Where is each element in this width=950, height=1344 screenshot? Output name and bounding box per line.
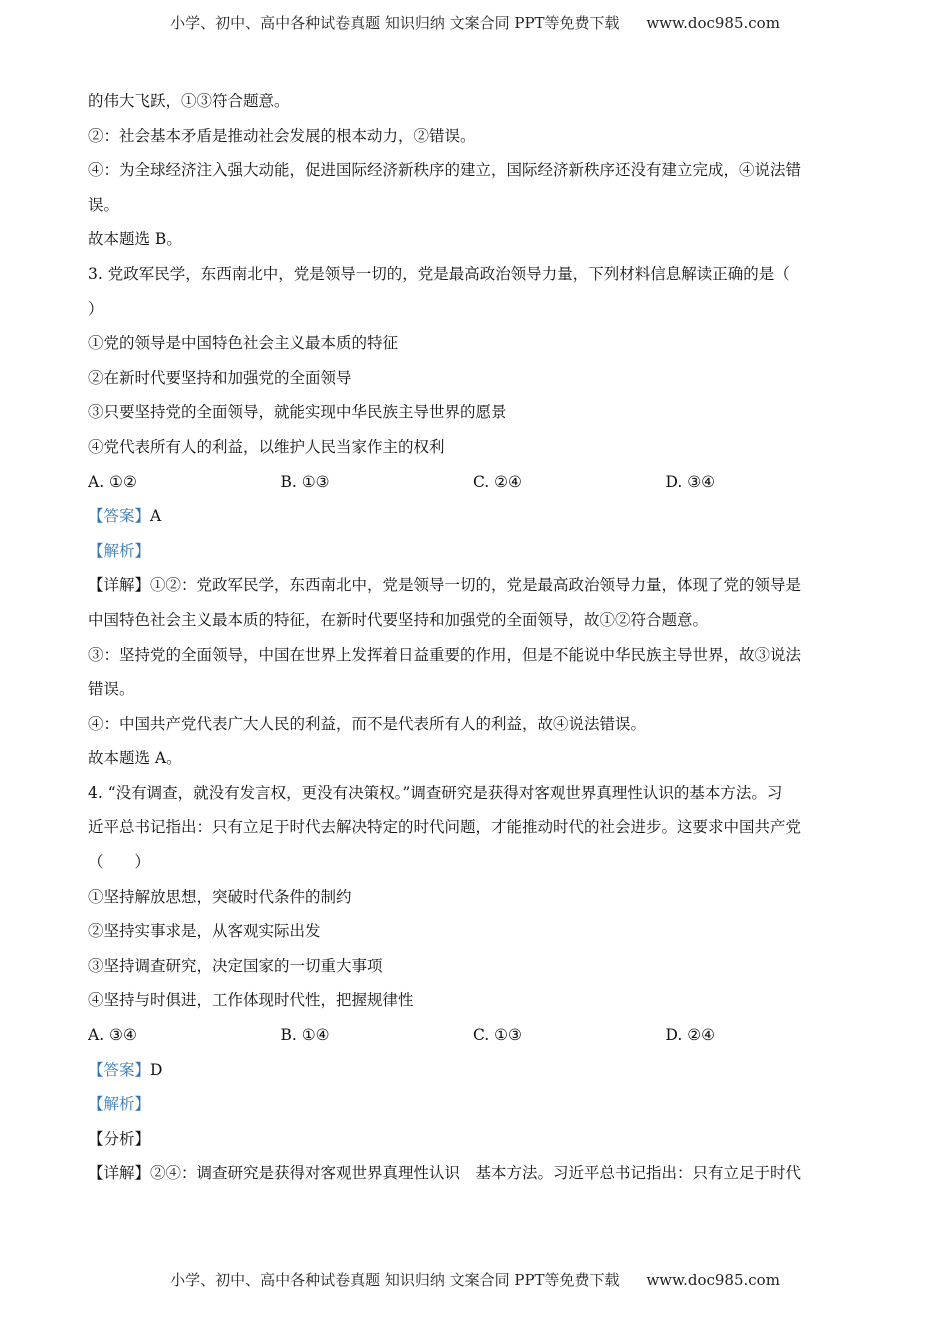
header-url-link[interactable]: www.doc985.com [646, 14, 780, 32]
answer-tag: 【答案】 [88, 1060, 151, 1079]
text-line: 故本题选 B。 [88, 230, 182, 249]
analysis-tag: 【解析】 [88, 1095, 151, 1114]
question-3-stem: 3. 党政军民学，东西南北中，党是领导一切的，党是最高政治领导力量，下列材料信息解读正确的是（ [88, 264, 790, 283]
detail-tag: 【详解】 [88, 1164, 151, 1183]
page-footer [0, 1269, 950, 1290]
question-3-answer [88, 499, 858, 534]
question-3-item: ③只要坚持党的全面领导，就能实现中华民族主导世界的愿景 [88, 403, 507, 422]
question-4-stem: 近平总书记指出：只有立足于时代去解决特定的时代问题，才能推动时代的社会进步。这要求中国共产党 [88, 818, 802, 837]
question-3-conclusion: 故本题选 A。 [88, 749, 182, 768]
detail-text: ①②：党政军民学，东西南北中，党是领导一切的，党是最高政治领导力量，体现了党的领导是 [150, 576, 802, 595]
text-line: ②：社会基本矛盾是推动社会发展的根本动力，②错误。 [88, 126, 476, 145]
text-line: 误。 [88, 195, 120, 214]
question-3-item: ②在新时代要坚持和加强党的全面领导 [88, 368, 352, 387]
question-4-stem: 4. “没有调查，就没有发言权，更没有决策权。”调查研究是获得对客观世界真理性认识的基本方法。习 [88, 783, 783, 802]
header-text: 小学、初中、高中各种试卷真题 知识归纳 文案合同 PPT等免费下载 [170, 14, 620, 32]
question-4-item: ④坚持与时俱进，工作体现时代性，把握规律性 [88, 991, 414, 1010]
question-4-fenxi: 【分析】 [88, 1129, 151, 1148]
option-d: D. ②④ [665, 1026, 716, 1045]
footer-text: 小学、初中、高中各种试卷真题 知识归纳 文案合同 PPT等免费下载 [170, 1271, 620, 1289]
text-line: 的伟大飞跃，①③符合题意。 [88, 92, 290, 110]
question-4-analysis [88, 1087, 858, 1122]
question-4-item: ③坚持调查研究，决定国家的一切重大事项 [88, 956, 383, 975]
option-c: C. ①③ [473, 1026, 522, 1045]
detail-text: ②④：调查研究是获得对客观世界真理性认识 基本方法。习近平总书记指出：只有立足于时代 [150, 1164, 802, 1183]
option-b: B. ①③ [280, 472, 330, 491]
question-4-answer [88, 1053, 858, 1088]
question-3-options [88, 465, 858, 500]
analysis-tag: 【解析】 [88, 541, 151, 560]
question-4-detail [88, 1156, 858, 1191]
option-c: C. ②④ [473, 472, 522, 491]
answer-value: A [150, 507, 162, 526]
page-header [0, 12, 950, 33]
text-line: 中国特色社会主义最本质的特征，在新时代要坚持和加强党的全面领导，故①②符合题意。 [88, 610, 709, 629]
question-3-detail [88, 568, 858, 603]
text-line: ③：坚持党的全面领导，中国在世界上发挥着日益重要的作用，但是不能说中华民族主导世界，故③说法 [88, 645, 802, 664]
question-3-item: ④党代表所有人的利益，以维护人民当家作主的权利 [88, 437, 445, 456]
question-4-item: ②坚持实事求是，从客观实际出发 [88, 922, 321, 941]
option-a: A. ①② [88, 472, 137, 491]
text-line: ④：为全球经济注入强大动能，促进国际经济新秩序的建立，国际经济新秩序还没有建立完成，④说法错 [88, 161, 802, 180]
document-body [88, 84, 858, 1191]
detail-tag: 【详解】 [88, 576, 151, 595]
option-b: B. ①④ [280, 1026, 330, 1045]
question-3-stem-end: ） [88, 299, 104, 318]
answer-tag: 【答案】 [88, 507, 151, 526]
question-3-item: ①党的领导是中国特色社会主义最本质的特征 [88, 334, 399, 353]
question-4-options [88, 1018, 858, 1053]
answer-value: D [150, 1060, 163, 1079]
text-line: 错误。 [88, 680, 135, 699]
question-4-stem-end: （ ） [88, 853, 151, 872]
option-a: A. ③④ [88, 1026, 137, 1045]
option-d: D. ③④ [665, 472, 716, 491]
footer-url-link[interactable]: www.doc985.com [646, 1271, 780, 1289]
question-4-item: ①坚持解放思想，突破时代条件的制约 [88, 887, 352, 906]
text-line: ④：中国共产党代表广大人民的利益，而不是代表所有人的利益，故④说法错误。 [88, 714, 647, 733]
question-3-analysis [88, 534, 858, 569]
